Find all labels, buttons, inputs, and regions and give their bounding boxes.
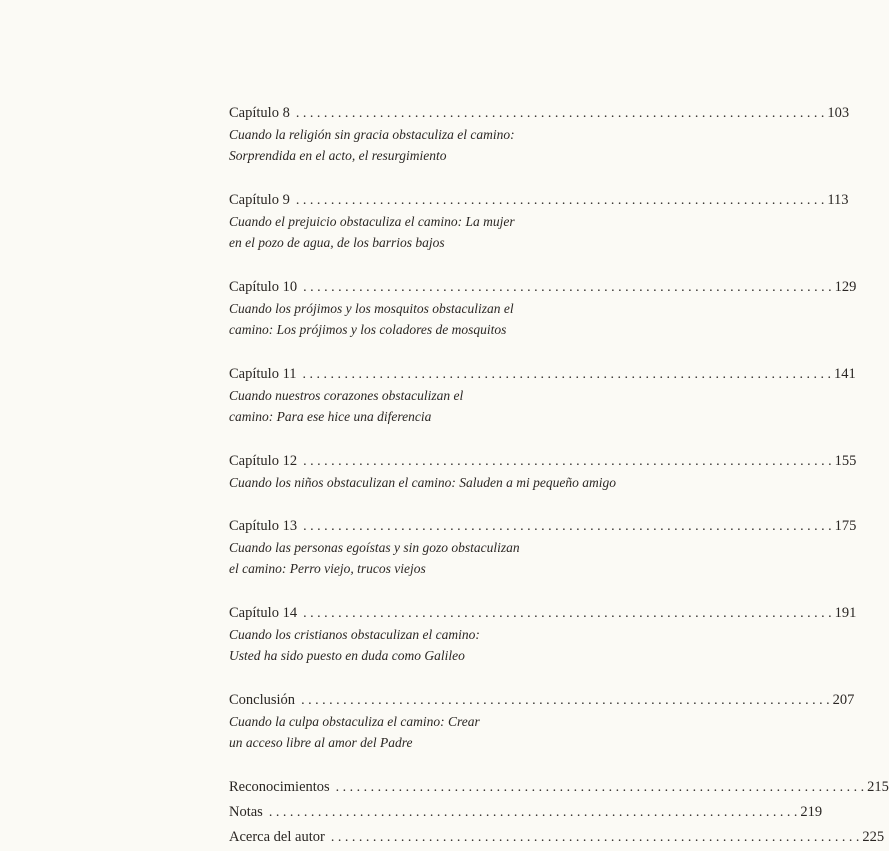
toc-entry-chapter-11 [229, 363, 856, 427]
subtitle-line: el camino: Perro viejo, trucos viejos [229, 561, 426, 576]
toc-entry-heading [229, 515, 857, 537]
chapter-label: Capítulo 14 [229, 605, 298, 621]
chapter-label: Capítulo 13 [229, 518, 298, 534]
leader-dots [303, 364, 832, 386]
chapter-subtitle [229, 711, 576, 753]
toc-entry-heading [229, 102, 850, 124]
toc-entry-heading [229, 363, 856, 385]
toc-entry-conclusion [229, 689, 855, 753]
toc-entry-about-author [229, 826, 885, 848]
subtitle-line: Cuando la religión sin gracia obstaculiza el camino: [229, 127, 515, 142]
leader-dots [303, 603, 832, 625]
subtitle-line: Sorprendida en el acto, el resurgimiento [229, 148, 447, 163]
subtitle-line: camino: Los prójimos y los coladores de mosquitos [229, 322, 507, 337]
section-label: Reconocimientos [229, 779, 330, 795]
page-number: 191 [834, 605, 857, 621]
page-number: 175 [834, 518, 857, 534]
toc-entry-heading [229, 276, 857, 298]
toc-entry-heading [229, 776, 889, 798]
section-label: Notas [229, 804, 263, 820]
chapter-label: Capítulo 12 [229, 453, 298, 469]
subtitle-line: Usted ha sido puesto en duda como Galileo [229, 648, 465, 663]
chapter-label: Capítulo 11 [229, 366, 297, 382]
chapter-label: Conclusión [229, 692, 296, 708]
page-number: 103 [827, 105, 850, 121]
subtitle-line: Cuando el prejuicio obstaculiza el camino: La mujer [229, 214, 515, 229]
toc-entry-chapter-9 [229, 189, 849, 253]
leader-dots [303, 277, 832, 299]
chapter-label: Capítulo 8 [229, 105, 290, 121]
toc-entry-acknowledgments [229, 776, 889, 798]
toc-entry-heading [229, 689, 855, 711]
leader-dots [269, 802, 798, 824]
chapter-subtitle [229, 537, 576, 579]
toc-entry-notes [229, 801, 823, 823]
subtitle-line: en el pozo de agua, de los barrios bajos [229, 235, 445, 250]
subtitle-line: camino: Para ese hice una diferencia [229, 409, 432, 424]
table-of-contents [229, 102, 889, 851]
subtitle-line: Cuando los cristianos obstaculizan el camino: [229, 627, 480, 642]
page-number: 207 [832, 692, 855, 708]
leader-dots [303, 451, 832, 473]
toc-entry-heading [229, 801, 823, 823]
leader-dots [331, 827, 860, 849]
page-number: 215 [867, 779, 889, 795]
leader-dots [296, 103, 825, 125]
section-label: Acerca del autor [229, 829, 325, 845]
page-number: 129 [834, 279, 857, 295]
chapter-label: Capítulo 10 [229, 279, 298, 295]
leader-dots [303, 516, 832, 538]
subtitle-line: Cuando las personas egoístas y sin gozo obstaculizan [229, 540, 520, 555]
toc-entry-heading [229, 826, 885, 848]
subtitle-line: Cuando nuestros corazones obstaculizan el [229, 388, 464, 403]
chapter-subtitle [229, 472, 616, 493]
chapter-subtitle [229, 298, 576, 340]
chapter-label: Capítulo 9 [229, 192, 290, 208]
subtitle-line: Cuando la culpa obstaculiza el camino: Crear [229, 714, 480, 729]
chapter-subtitle [229, 124, 576, 166]
leader-dots [296, 190, 825, 212]
toc-entry-chapter-14 [229, 602, 857, 666]
toc-entry-heading [229, 450, 857, 472]
page-number: 141 [834, 366, 856, 382]
page-number: 113 [827, 192, 849, 208]
chapter-subtitle [229, 624, 576, 666]
toc-entry-heading [229, 602, 857, 624]
toc-entry-chapter-10 [229, 276, 857, 340]
chapter-subtitle [229, 385, 576, 427]
subtitle-line: Cuando los niños obstaculizan el camino: Saluden a mi pequeño amigo [229, 475, 616, 490]
subtitle-line: un acceso libre al amor del Padre [229, 735, 413, 750]
toc-entry-chapter-8 [229, 102, 850, 166]
leader-dots [301, 690, 830, 712]
chapter-subtitle [229, 211, 576, 253]
toc-entry-chapter-12 [229, 450, 857, 493]
page-number: 155 [834, 453, 857, 469]
toc-entry-chapter-13 [229, 515, 857, 579]
page-number: 219 [800, 804, 823, 820]
leader-dots [336, 777, 865, 799]
subtitle-line: Cuando los prójimos y los mosquitos obstaculizan el [229, 301, 514, 316]
toc-entry-heading [229, 189, 849, 211]
page-number: 225 [862, 829, 885, 845]
